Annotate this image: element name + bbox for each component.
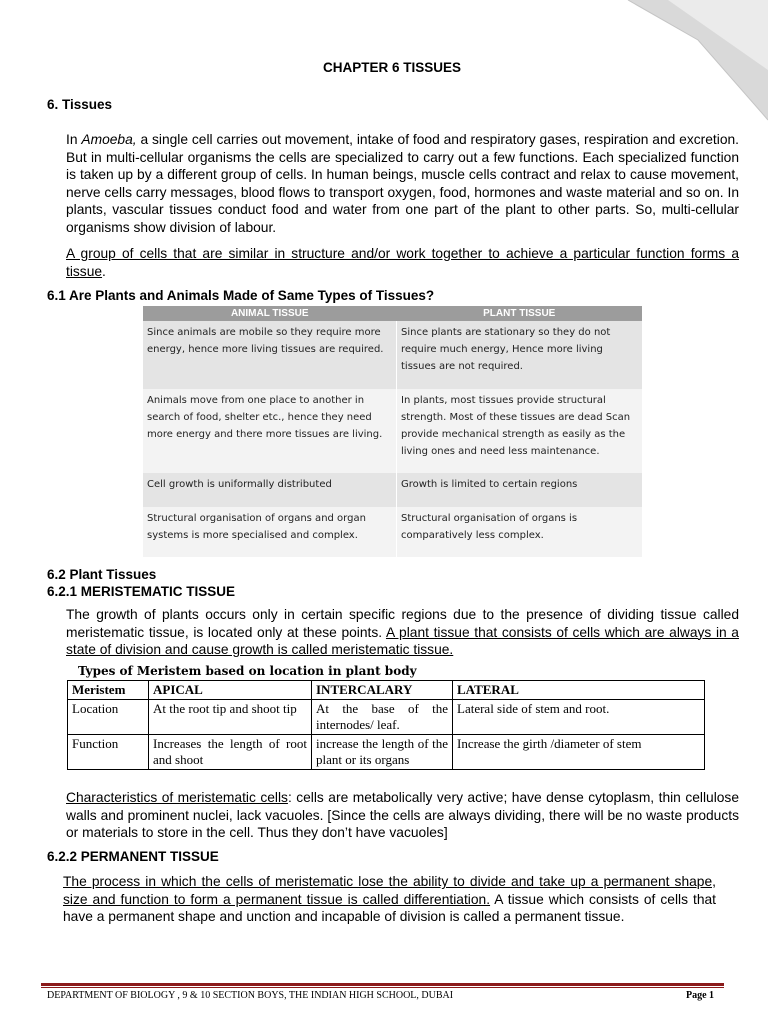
tissue-definition-end: .: [102, 263, 106, 279]
differentiation-definition: The process in which the cells of meristematic lose the ability to divide and take up a permanent shape, size and function to form a permanent tissue is called differentiation.: [63, 874, 716, 907]
footer-rule: [41, 983, 724, 986]
table-row: [143, 389, 642, 473]
p1-pre: In: [66, 132, 82, 147]
meristem-table-caption: Types of Meristem based on location in plant body: [78, 664, 417, 678]
table-header-row: [143, 306, 642, 321]
table-row: [143, 507, 642, 557]
section-6-1-heading: 6.1 Are Plants and Animals Made of Same Types of Tissues?: [47, 288, 435, 303]
plant-cell: In plants, most tissues provide structural strength. Most of these tissues are dead Scan provide mechanical strength as easily as the living ones and need less maintenance.: [397, 389, 643, 473]
function-lateral: Increase the girth /diameter of stem: [453, 735, 705, 770]
plant-tissue-header: PLANT TISSUE: [397, 306, 643, 321]
lateral-header: LATERAL: [453, 681, 705, 700]
intercalary-header: INTERCALARY: [312, 681, 453, 700]
amoeba-word: Amoeba,: [81, 132, 137, 147]
tissue-definition-text: A group of cells that are similar in structure and/or work together to achieve a particular function forms a tissue: [66, 246, 739, 279]
footer-department: DEPARTMENT OF BIOLOGY , 9 & 10 SECTION BOYS, THE INDIAN HIGH SCHOOL, DUBAI: [47, 990, 454, 1001]
page-number: Page 1: [686, 990, 715, 1001]
permanent-tissue-definition: A tissue which consists of cells that have a permanent shape and unction and incapable of division is called a permanent tissue.: [63, 891, 716, 924]
plant-cell: Structural organisation of organs is comparatively less complex.: [397, 507, 643, 557]
permanent-tissue-paragraph: [63, 873, 716, 926]
footer-rule-thin: [41, 987, 724, 988]
meristem-types-table: [67, 680, 705, 770]
characteristics-paragraph: [66, 789, 739, 842]
meristematic-intro: The growth of plants occurs only in certain specific regions due to the presence of dividing tissue called meristematic tissue, is located only at these points.: [66, 607, 739, 640]
tissue-definition: [66, 245, 739, 280]
animal-cell: Animals move from one place to another in search of food, shelter etc., hence they need more energy and there more tissues are living.: [143, 389, 397, 473]
animal-cell: Since animals are mobile so they require more energy, hence more living tissues are required.: [143, 321, 397, 389]
plant-cell: Since plants are stationary so they do not require much energy, Hence more living tissues are not required.: [397, 321, 643, 389]
apical-header: APICAL: [149, 681, 312, 700]
location-lateral: Lateral side of stem and root.: [453, 700, 705, 735]
table-row: [143, 321, 642, 389]
function-apical: Increases the length of root and shoot: [149, 735, 312, 770]
section-6-heading: 6. Tissues: [47, 97, 113, 112]
characteristics-text: : cells are metabolically very active; have dense cytoplasm, thin cellulose walls and prominent nuclei, lack vacuoles. [Since the cells are always dividing, there will be no waste products or materials to store in the cell. Thus they don’t have vacuoles]: [66, 790, 739, 840]
table-row: [68, 735, 705, 770]
section-6-2-heading: 6.2 Plant Tissues: [47, 567, 157, 582]
location-label: Location: [68, 700, 149, 735]
section-6-2-1-heading: 6.2.1 MERISTEMATIC TISSUE: [47, 584, 236, 599]
plant-animal-tissue-table: [143, 306, 642, 557]
meristem-header: Meristem: [68, 681, 149, 700]
meristematic-definition: A plant tissue that consists of cells which are always in a state of division and cause growth is called meristematic tissue.: [66, 624, 739, 657]
table-row: [68, 700, 705, 735]
location-apical: At the root tip and shoot tip: [149, 700, 312, 735]
animal-cell: Cell growth is uniformally distributed: [143, 473, 397, 507]
meristem-header-row: [68, 681, 705, 700]
location-intercalary: At the base of the internodes/ leaf.: [312, 700, 453, 735]
section-6-2-2-heading: 6.2.2 PERMANENT TISSUE: [47, 849, 219, 864]
plant-cell: Growth is limited to certain regions: [397, 473, 643, 507]
animal-tissue-header: ANIMAL TISSUE: [143, 306, 397, 321]
meristematic-paragraph: [66, 606, 739, 659]
p1-post: a single cell carries out movement, intake of food and respiratory gases, respiration and excretion. But in multi-cellular organisms the cells are specialized to carry out a few functions. Each specialized function is taken up by a different group of cells. In human beings, muscle cells contract and relax to cause movement, nerve cells carry messages, blood flows to transport oxygen, food, hormones and waste material and so on. In plants, vascular tissues conduct food and water from one part of the plant to other parts. So, multi-cellular organisms show division of labour.: [66, 132, 740, 235]
table-row: [143, 473, 642, 507]
chapter-title: CHAPTER 6 TISSUES: [322, 60, 462, 75]
function-intercalary: increase the length of the plant or its organs: [312, 735, 453, 770]
animal-cell: Structural organisation of organs and organ systems is more specialised and complex.: [143, 507, 397, 557]
function-label: Function: [68, 735, 149, 770]
section-6-paragraph: [66, 131, 739, 236]
characteristics-label: Characteristics of meristematic cells: [66, 790, 288, 805]
